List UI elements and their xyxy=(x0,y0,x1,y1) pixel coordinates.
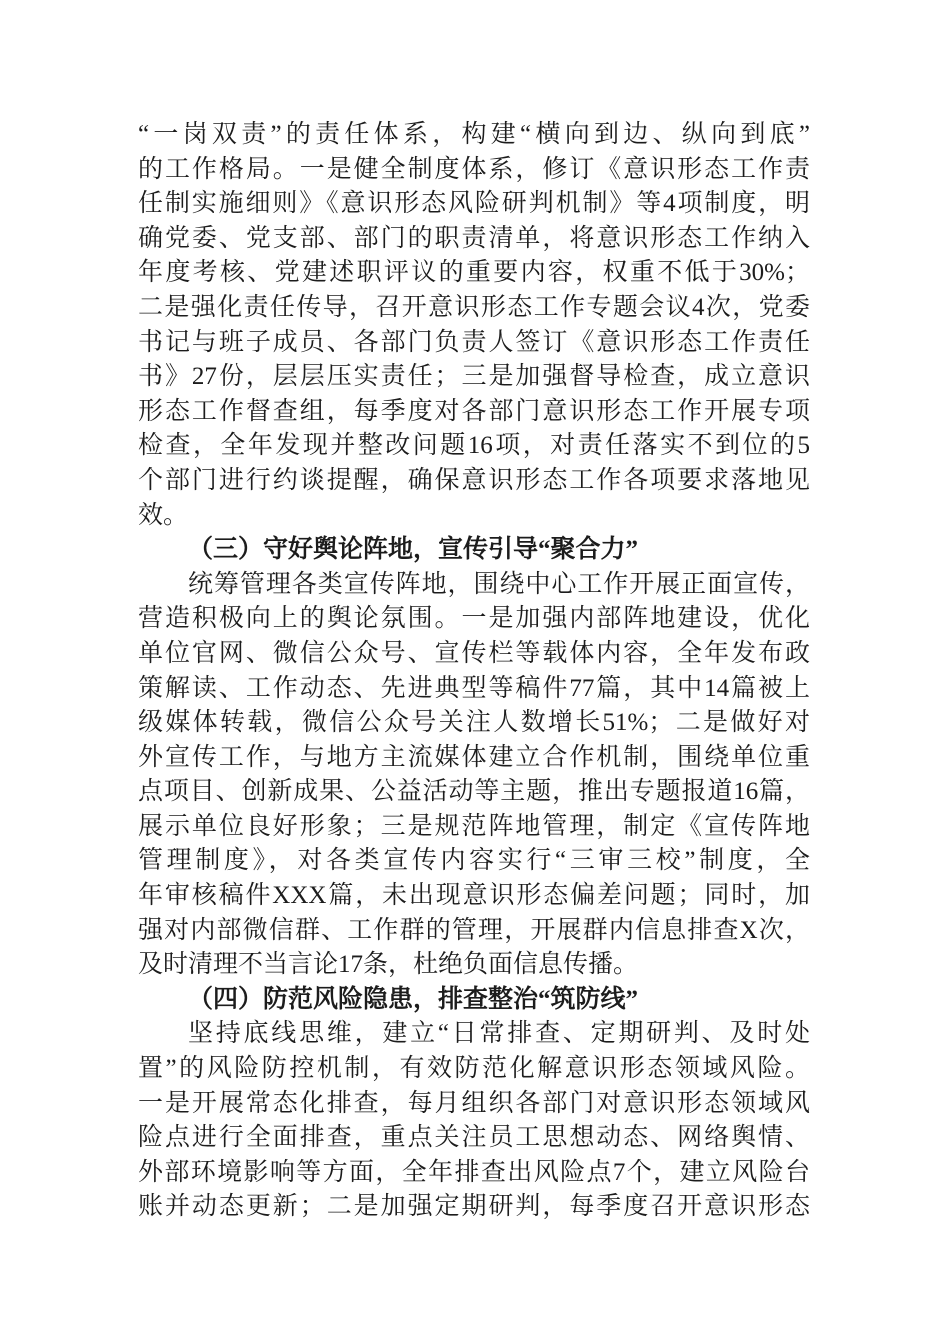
text-line: 的工作格局。一是健全制度体系，修订《意识形态工作责 xyxy=(138,155,810,183)
text-line: 管理制度》，对各类宣传内容实行“三审三校”制度，全 xyxy=(138,847,810,875)
text-line: 外宣传工作，与地方主流媒体建立合作机制，围绕单位重 xyxy=(138,743,810,771)
paragraph-propaganda-positions xyxy=(138,568,810,983)
text-line: 个部门进行约谈提醒，确保意识形态工作各项要求落地见 xyxy=(138,466,810,494)
text-line: 级媒体转载，微信公众号关注人数增长51%；二是做好对 xyxy=(138,709,810,737)
text-line: 强对内部微信群、工作群的管理，开展群内信息排查X次， xyxy=(138,916,810,944)
text-line: 检查，全年发现并整改问题16项，对责任落实不到位的5 xyxy=(138,432,810,460)
text-line: 单位官网、微信公众号、宣传栏等载体内容，全年发布政 xyxy=(138,639,810,667)
text-line: 确党委、党支部、部门的职责清单，将意识形态工作纳入 xyxy=(138,224,810,252)
text-line: 账并动态更新；二是加强定期研判，每季度召开意识形态 xyxy=(138,1193,810,1221)
text-line: 年审核稿件XXX篇，未出现意识形态偏差问题；同时，加 xyxy=(138,882,810,910)
text-line: “一岗双责”的责任体系，构建“横向到边、纵向到底” xyxy=(138,121,810,148)
text-line: 效。 xyxy=(138,501,189,529)
text-line: 坚持底线思维，建立“日常排查、定期研判、及时处 xyxy=(188,1020,810,1048)
text-line: 展示单位良好形象；三是规范阵地管理，制定《宣传阵地 xyxy=(138,812,810,840)
text-line: 险点进行全面排查，重点关注员工思想动态、网络舆情、 xyxy=(138,1124,810,1152)
text-line: 策解读、工作动态、先进典型等稿件77篇，其中14篇被上 xyxy=(138,674,810,702)
text-line: 形态工作督查组，每季度对各部门意识形态工作开展专项 xyxy=(138,397,810,425)
text-line: 营造积极向上的舆论氛围。一是加强内部阵地建设，优化 xyxy=(138,605,810,633)
section-heading-3: （三）守好舆论阵地，宣传引导“聚合力” xyxy=(188,536,639,564)
text-line: 点项目、创新成果、公益活动等主题，推出专题报道16篇， xyxy=(138,778,810,806)
paragraph-risk-prevention xyxy=(138,1017,810,1225)
section-4 xyxy=(138,983,810,1018)
text-line: 一是开展常态化排查，每月组织各部门对意识形态领域风 xyxy=(138,1089,810,1117)
text-line: 置”的风险防控机制，有效防范化解意识形态领域风险。 xyxy=(138,1055,810,1083)
text-line: 及时清理不当言论17条，杜绝负面信息传播。 xyxy=(138,951,639,979)
text-line: 二是强化责任传导，召开意识形态工作专题会议4次，党委 xyxy=(138,293,810,321)
text-line: 任制实施细则》《意识形态风险研判机制》等4项制度，明 xyxy=(138,190,810,218)
text-line: 年度考核、党建述职评议的重要内容，权重不低于30%； xyxy=(138,259,810,287)
text-line: 外部环境影响等方面，全年排查出风险点7个，建立风险台 xyxy=(138,1158,810,1186)
section-heading-4: （四）防范风险隐患，排查整治“筑防线” xyxy=(188,985,639,1013)
text-block xyxy=(138,118,810,1225)
paragraph-responsibility-system xyxy=(138,118,810,533)
section-3 xyxy=(138,533,810,568)
text-line: 书》27份，层层压实责任；三是加强督导检查，成立意识 xyxy=(138,363,810,391)
text-line: 统筹管理各类宣传阵地，围绕中心工作开展正面宣传， xyxy=(188,570,810,598)
text-line: 书记与班子成员、各部门负责人签订《意识形态工作责任 xyxy=(138,328,810,356)
